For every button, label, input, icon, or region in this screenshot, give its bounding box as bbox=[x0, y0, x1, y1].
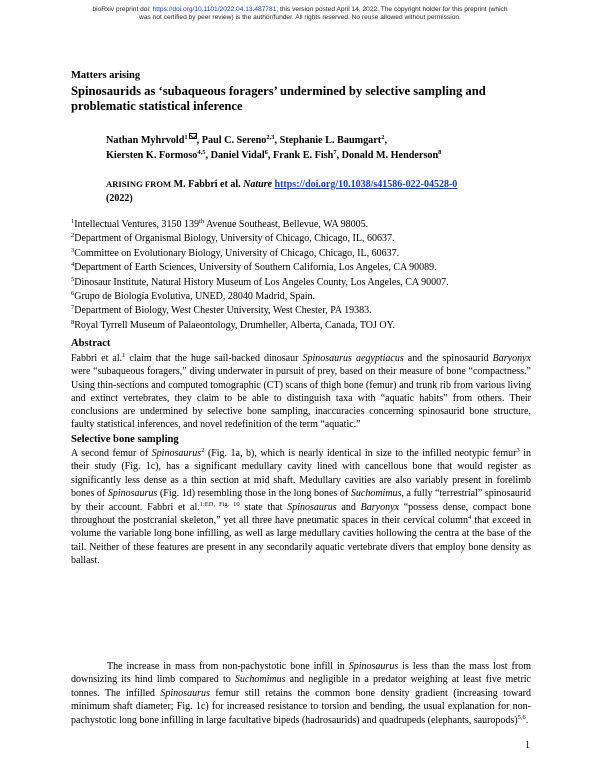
taxon-name: Spinosaurus bbox=[107, 488, 158, 500]
reference-superscript: 1:ED, Fig. 10 bbox=[199, 500, 240, 508]
mail-icon bbox=[189, 133, 197, 139]
affiliation-text: Department of Organismal Biology, University of Chicago, Chicago, IL, 60637. bbox=[74, 233, 395, 245]
author-affiliation-ref: 2 bbox=[381, 134, 385, 141]
text-run: state that bbox=[239, 501, 288, 513]
reference-superscript: 4 bbox=[467, 514, 472, 522]
author-separator: , bbox=[196, 135, 202, 146]
affiliation-number: 3 bbox=[71, 246, 75, 254]
page-number: 1 bbox=[525, 740, 530, 751]
reference-superscript: 2 bbox=[201, 447, 205, 454]
affiliation-item bbox=[71, 261, 531, 275]
arising-label: ARISING FROM bbox=[106, 179, 172, 189]
text-run: “possess dense, compact bone throughout the postcranial skeleton,” yet all three have pneumatic spaces in their cervical column bbox=[71, 501, 531, 527]
affiliation-number: 8 bbox=[71, 318, 75, 326]
arising-year: (2022) bbox=[106, 193, 133, 204]
text-run: (Fig. 1d) resembling those in the long bones of bbox=[157, 488, 351, 500]
author-separator: , bbox=[336, 150, 342, 161]
affiliation-item bbox=[71, 276, 531, 290]
affiliation-number: 1 bbox=[71, 218, 75, 225]
affiliation-number: 2 bbox=[71, 232, 75, 240]
taxon-name: Baryonyx bbox=[360, 501, 399, 513]
preprint-notice-line1: bioRxiv preprint doi: https://doi.org/10.1101/2022.04.13.487781; this version posted April 14, 2022. The copyright holder for this preprint (which bbox=[92, 6, 508, 13]
affiliation-number: 4 bbox=[71, 261, 75, 269]
reference-superscript: 5,6 bbox=[517, 713, 526, 721]
affiliation-text: Grupo de Biología Evolutiva, UNED, 28040 Madrid, Spain. bbox=[74, 291, 316, 303]
affiliation-item bbox=[71, 232, 531, 246]
arising-citation: M. Fabbri et al. bbox=[171, 179, 244, 190]
author-name: Kiersten K. Formoso bbox=[106, 150, 198, 161]
affiliation-text: Dinosaur Institute, Natural History Museum of Los Angeles County, Los Angeles, CA 90007. bbox=[74, 276, 449, 288]
taxon-name: Spinosaurus bbox=[151, 448, 202, 459]
arising-from bbox=[106, 177, 536, 206]
text-run: and bbox=[336, 501, 361, 513]
author-list bbox=[106, 133, 536, 163]
selective-paragraph-2 bbox=[71, 660, 531, 727]
selective-sampling-heading: Selective bone sampling bbox=[71, 434, 179, 445]
ordinal-suffix: th bbox=[199, 218, 205, 225]
author-name: Frank E. Fish bbox=[273, 150, 334, 161]
affiliation-text: Department of Biology, West Chester University, West Chester, PA 19383. bbox=[74, 305, 372, 317]
text-run: in their study (Fig. 1c), has a significant medullary cavity lined with cancellous bone that would register as significantly less dense as a thin section at mid shaft. Medullary cavities are also variably present in forelimb bones of bbox=[71, 448, 531, 500]
text-run: The increase in mass from non-pachystotic bone infill in bbox=[107, 661, 349, 672]
text-run: that exceed in volume the variable long bone infilling, as well as large medullary cavities hollowing the centra at the base of the tail. Neither of these features are present in any secondarily aquatic vertebrate divers that employ bone density as ballast. bbox=[71, 515, 531, 567]
author-separator: , bbox=[274, 135, 280, 146]
reference-superscript: 3 bbox=[516, 447, 520, 454]
arising-doi-link[interactable]: https://doi.org/10.1038/s41586-022-04528-0 bbox=[274, 179, 458, 190]
affiliation-item bbox=[71, 218, 531, 232]
text-run: femur still retains the common bone density gradient (increasing toward minimum shaft diameter; Fig. 1c) for increased resistance to torsion and bending, the usual explanation for non-pachystotic long bone infilling in large facultative bipeds (hadrosaurids) and quadrupeds (elephants, sauropods) bbox=[71, 687, 532, 726]
affiliation-number: 5 bbox=[71, 275, 75, 283]
text-run: , a fully “terrestrial” spinosaurid by their account. Fabbri et al. bbox=[71, 488, 531, 513]
arising-journal: Nature bbox=[243, 179, 273, 190]
author-affiliation-ref: 7 bbox=[333, 149, 337, 156]
preprint-notice bbox=[0, 6, 600, 22]
preprint-doi-link[interactable]: https://doi.org/10.1101/2022.04.13.487781 bbox=[152, 6, 277, 13]
text-run: and negligible in a predator weighing at least five metric tonnes. The infilled bbox=[71, 674, 531, 699]
taxon-name: Suchomimus bbox=[350, 488, 402, 500]
affiliation-text: Intellectual Ventures, 3150 139 bbox=[74, 219, 200, 230]
affiliation-item bbox=[71, 319, 531, 333]
author-separator: , bbox=[267, 150, 274, 161]
preprint-notice-line2: was not certified by peer review) is the author/funder. All rights reserved. No reuse allowed without permission. bbox=[139, 14, 461, 21]
author-affiliation-ref: 2,3 bbox=[266, 134, 275, 141]
taxon-name: Spinosaurus bbox=[287, 501, 337, 513]
author-name: Stephanie L. Baumgart bbox=[279, 135, 382, 146]
author-name: Donald M. Henderson bbox=[341, 150, 439, 161]
author-separator: , bbox=[384, 135, 387, 146]
author-separator: , bbox=[205, 150, 211, 161]
author-affiliation-ref: 6 bbox=[264, 149, 268, 156]
author-name: Nathan Myhrvold bbox=[106, 135, 185, 146]
author-affiliation-ref: 4,5 bbox=[197, 149, 206, 156]
affiliation-item bbox=[71, 290, 531, 304]
text-run: . bbox=[525, 714, 529, 726]
affiliations bbox=[71, 218, 531, 333]
author-name: Daniel Vidal bbox=[210, 150, 265, 161]
article-type: Matters arising bbox=[71, 70, 141, 81]
affiliation-text: Department of Earth Sciences, University of Southern California, Los Angeles, CA 90089. bbox=[74, 262, 437, 274]
abstract-heading: Abstract bbox=[71, 338, 111, 349]
affiliation-item bbox=[71, 247, 531, 261]
taxon-name: Spinosaurus bbox=[348, 661, 399, 672]
text-run: A second femur of bbox=[71, 448, 152, 459]
affiliation-number: 7 bbox=[71, 304, 75, 312]
affiliation-text-rest: Avenue Southeast, Bellevue, WA 98005. bbox=[204, 219, 369, 230]
affiliation-item bbox=[71, 304, 531, 318]
taxon-name: Suchomimus bbox=[234, 674, 286, 686]
article-title: Spinosaurids as ‘subaqueous foragers’ undermined by selective sampling and problematic statistical inference bbox=[71, 84, 486, 113]
author-affiliation-ref: 1 bbox=[184, 134, 188, 141]
selective-paragraph-1 bbox=[71, 447, 531, 568]
taxon-name: Spinosaurus bbox=[160, 687, 210, 699]
author-affiliation-ref: 8 bbox=[438, 149, 442, 156]
affiliation-number: 6 bbox=[71, 290, 75, 298]
text-run: is less than the mass lost from downsizing its hind limb compared to bbox=[71, 661, 531, 686]
abstract-text: Fabbri et al.$^1$ claim that the huge sail-backed dinosaur Spinosaurus aegyptiacus and the spinosaurid Baryonyx were “subaqueous foragers,” diving underwater in pursuit of prey, based on their measure of bone “compactness.” Using thin-sections and computed tomographic (CT) scans of thigh bone (femur) and trunk rib from various living and extinct vertebrates, they claim to be able to distinguish taxa with “aquatic habits” from others. Their conclusions are undermined by selective bone sampling, inaccuracies concerning spinosaurid bone structure, faulty statistical inferences, and novel redefinition of the term “aquatic.” bbox=[71, 352, 531, 431]
text-run: (Fig. 1a, b), which is nearly identical in size to the infilled neotypic femur bbox=[204, 448, 517, 459]
affiliation-text: Committee on Evolutionary Biology, University of Chicago, Chicago, IL, 60637. bbox=[74, 247, 400, 259]
affiliation-text: Royal Tyrrell Museum of Palaeontology, Drumheller, Alberta, Canada, TOJ OY. bbox=[74, 319, 396, 331]
author-name: Paul C. Sereno bbox=[201, 135, 267, 146]
